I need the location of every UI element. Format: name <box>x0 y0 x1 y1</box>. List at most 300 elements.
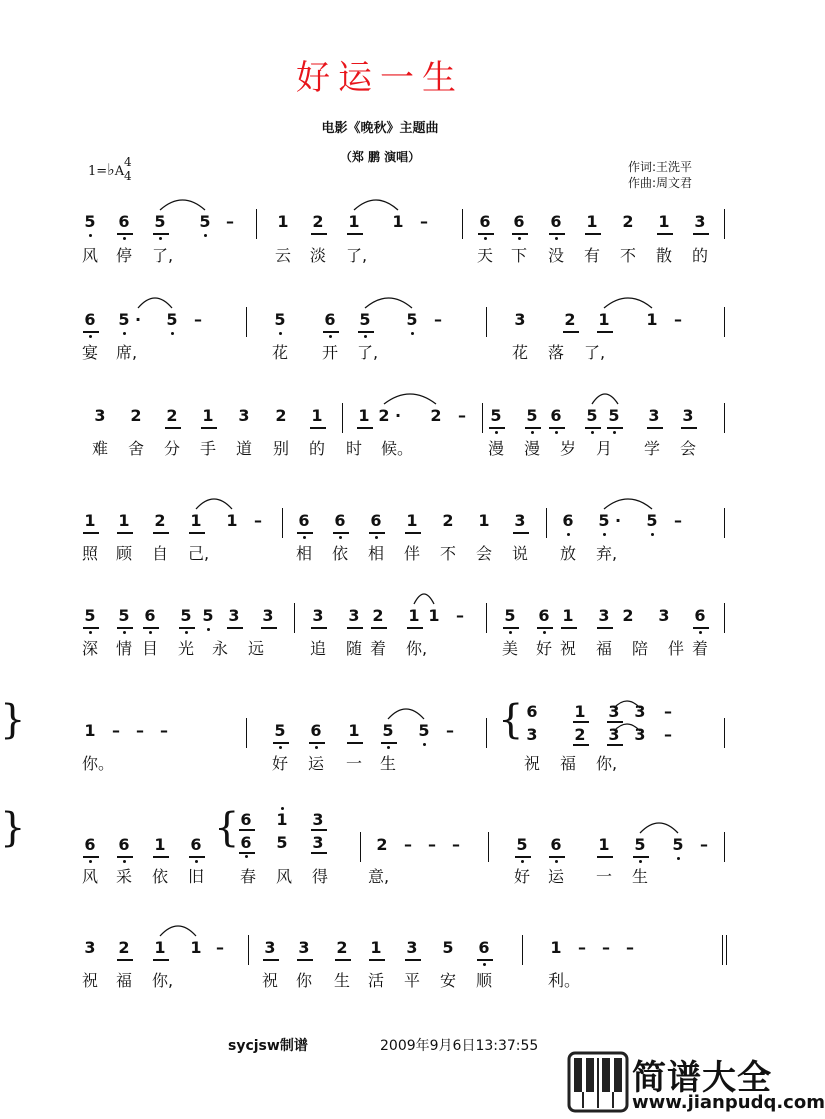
eighth-underline <box>143 627 159 629</box>
note: 6 <box>84 310 96 329</box>
lyric-syllable: 好 <box>272 754 289 773</box>
note: 6 <box>538 606 550 625</box>
eighth-underline <box>261 627 277 629</box>
lower-octave-dot <box>591 431 594 434</box>
lower-octave-dot <box>423 743 426 746</box>
note: 1 <box>370 938 382 957</box>
lyric-syllable: 福 <box>560 754 577 773</box>
lyric-syllable: 活 <box>368 971 385 990</box>
bar-line <box>486 718 487 748</box>
note: 1 <box>348 212 360 231</box>
chord-note-upper: 6 <box>240 810 252 829</box>
bar-line <box>256 209 257 239</box>
lower-octave-dot <box>123 332 126 335</box>
sustain-dash: – <box>226 212 234 231</box>
lyric-syllable: 祝 <box>524 754 541 773</box>
note: 5 <box>442 938 454 957</box>
bar-line <box>724 603 725 633</box>
eighth-underline <box>309 742 325 744</box>
lower-octave-dot <box>204 234 207 237</box>
lyric-syllable: 开 <box>322 343 339 362</box>
sustain-dash: – <box>136 721 144 740</box>
note: 1 <box>428 606 440 625</box>
eighth-underline <box>597 856 613 858</box>
chord-note-lower: 2 <box>574 725 586 744</box>
note: 5 <box>634 835 646 854</box>
lower-octave-dot <box>123 237 126 240</box>
note: 2 <box>376 835 388 854</box>
eighth-underline <box>153 532 169 534</box>
lyric-syllable: 席, <box>116 343 138 362</box>
note: 1 <box>226 511 238 530</box>
bar-line <box>486 603 487 633</box>
lyric-syllable: 风 <box>82 246 99 265</box>
lyric-syllable: 弃, <box>596 544 618 563</box>
note: 3 <box>238 406 250 425</box>
lyric-syllable: 漫 <box>488 439 505 458</box>
augmentation-dot: · <box>134 310 142 329</box>
eighth-underline <box>297 532 313 534</box>
eighth-underline <box>693 627 709 629</box>
note: 5 <box>418 721 430 740</box>
lower-octave-dot <box>207 628 210 631</box>
lower-octave-dot <box>89 234 92 237</box>
lower-octave-dot <box>315 746 318 749</box>
chord-brace-right: } <box>0 697 26 743</box>
lyric-syllable: 花 <box>512 343 529 362</box>
lyric-syllable: 生 <box>632 867 649 886</box>
lyric-syllable: 福 <box>116 971 133 990</box>
note: 3 <box>348 606 360 625</box>
lyric-syllable: 漫 <box>524 439 541 458</box>
lower-octave-dot <box>651 533 654 536</box>
footer-date: 2009年9月6日13:37:55 <box>380 1038 539 1054</box>
lyric-syllable: 风 <box>82 867 99 886</box>
time-signature-bottom: 4 <box>124 169 132 183</box>
eighth-underline <box>478 233 494 235</box>
lyric-syllable: 了, <box>584 343 606 362</box>
eighth-underline <box>83 532 99 534</box>
eighth-underline <box>357 427 373 429</box>
eighth-underline <box>165 427 181 429</box>
note: 2 <box>130 406 142 425</box>
note: 3 <box>658 606 670 625</box>
eighth-underline <box>597 627 613 629</box>
lyric-syllable: 好 <box>514 867 531 886</box>
eighth-underline <box>311 627 327 629</box>
lower-octave-dot <box>603 533 606 536</box>
lyric-syllable: 采 <box>116 867 133 886</box>
lyric-syllable: 着 <box>370 639 387 658</box>
note: 5 <box>84 212 96 231</box>
lyric-syllable: 岁 <box>560 439 577 458</box>
eighth-underline <box>239 852 255 854</box>
upper-octave-dot <box>281 807 284 810</box>
note: 5 <box>516 835 528 854</box>
chord-note-upper: – <box>664 702 672 721</box>
eighth-underline <box>201 427 217 429</box>
eighth-underline <box>347 742 363 744</box>
chord-note-lower: 3 <box>634 725 646 744</box>
eighth-underline <box>153 233 169 235</box>
lower-octave-dot <box>483 963 486 966</box>
note: 1 <box>190 511 202 530</box>
lyric-syllable: 别 <box>273 439 290 458</box>
tie-arc <box>592 394 618 404</box>
eighth-underline <box>561 627 577 629</box>
eighth-underline <box>153 959 169 961</box>
sustain-dash: – <box>626 938 634 957</box>
eighth-underline <box>405 532 421 534</box>
note: 3 <box>514 310 526 329</box>
note: 6 <box>550 212 562 231</box>
sustain-dash: – <box>602 938 610 957</box>
note: 3 <box>682 406 694 425</box>
lyric-syllable: 不 <box>620 246 637 265</box>
eighth-underline <box>489 427 505 429</box>
lyric-syllable: 难 <box>92 439 109 458</box>
sustain-dash: – <box>420 212 428 231</box>
note: 1 <box>550 938 562 957</box>
chord-note-upper: 3 <box>608 702 620 721</box>
note: 6 <box>144 606 156 625</box>
eighth-underline <box>407 627 423 629</box>
lyric-syllable: 安 <box>440 971 457 990</box>
eighth-underline <box>607 427 623 429</box>
sustain-dash: – <box>160 721 168 740</box>
eighth-underline <box>477 959 493 961</box>
eighth-underline <box>333 532 349 534</box>
note: 2 <box>564 310 576 329</box>
chord-note-lower: 6 <box>240 833 252 852</box>
note: 6 <box>370 511 382 530</box>
eighth-underline <box>323 331 339 333</box>
lyric-syllable: 一 <box>596 867 613 886</box>
note: 6 <box>550 406 562 425</box>
lyric-syllable: 没 <box>548 246 565 265</box>
lyric-syllable: 天 <box>477 246 494 265</box>
eighth-underline <box>347 627 363 629</box>
time-signature-top: 4 <box>124 155 132 169</box>
eighth-underline <box>549 427 565 429</box>
lyric-syllable: 云 <box>275 246 292 265</box>
lyric-syllable: 宴 <box>82 343 99 362</box>
eighth-underline <box>405 959 421 961</box>
bar-line <box>724 209 725 239</box>
note: 6 <box>334 511 346 530</box>
note: 6 <box>478 938 490 957</box>
note: 5 <box>274 310 286 329</box>
logo-url: www.jianpudq.com <box>632 1092 825 1113</box>
note: 5 <box>608 406 620 425</box>
eighth-underline <box>179 627 195 629</box>
note: 5 <box>180 606 192 625</box>
note: 6 <box>550 835 562 854</box>
sustain-dash: – <box>434 310 442 329</box>
eighth-underline <box>117 856 133 858</box>
eighth-underline <box>513 532 529 534</box>
eighth-underline <box>563 331 579 333</box>
lyric-syllable: 了, <box>357 343 379 362</box>
tie-arc <box>384 394 436 404</box>
bar-line <box>342 403 343 433</box>
composer: 作曲:周文君 <box>628 176 693 190</box>
note: 5 <box>118 606 130 625</box>
lyric-syllable: 生 <box>334 971 351 990</box>
lower-octave-dot <box>279 746 282 749</box>
lower-octave-dot <box>195 860 198 863</box>
bar-line <box>724 718 725 748</box>
eighth-underline <box>117 532 133 534</box>
lyric-syllable: 你, <box>596 754 618 773</box>
note: 1 <box>154 938 166 957</box>
lyric-syllable: 目 <box>142 639 159 658</box>
lyric-syllable: 远 <box>248 639 265 658</box>
note: 5 <box>202 606 214 625</box>
lyric-syllable: 放 <box>560 544 577 563</box>
eighth-underline <box>239 829 255 831</box>
lower-octave-dot <box>509 631 512 634</box>
lyric-syllable: 祝 <box>262 971 279 990</box>
singer-credit: （郑 鹏 演唱） <box>339 150 421 164</box>
chord-note-lower: 3 <box>312 833 324 852</box>
chord-note-lower: 5 <box>276 833 288 852</box>
lower-octave-dot <box>123 631 126 634</box>
eighth-underline <box>369 532 385 534</box>
lyric-syllable: 意, <box>368 867 390 886</box>
eighth-underline <box>573 744 589 746</box>
note: 5 <box>598 511 610 530</box>
note: 3 <box>694 212 706 231</box>
eighth-underline <box>335 959 351 961</box>
note: 3 <box>648 406 660 425</box>
eighth-underline <box>515 856 531 858</box>
eighth-underline <box>693 233 709 235</box>
bar-line <box>522 935 523 965</box>
lyric-syllable: 春 <box>240 867 257 886</box>
eighth-underline <box>117 627 133 629</box>
lower-octave-dot <box>677 857 680 860</box>
note: 1 <box>658 212 670 231</box>
song-subtitle: 电影《晚秋》主题曲 <box>321 121 439 136</box>
note: 6 <box>310 721 322 740</box>
lyric-syllable: 利。 <box>548 971 581 990</box>
note: 5 <box>154 212 166 231</box>
eighth-underline <box>512 233 528 235</box>
lyric-syllable: 道 <box>236 439 253 458</box>
tie-arc <box>604 298 652 308</box>
bar-line <box>546 508 547 538</box>
lyric-syllable: 祝 <box>560 639 577 658</box>
lower-octave-dot <box>639 860 642 863</box>
lyric-syllable: 己, <box>188 544 210 563</box>
lyric-syllable: 你。 <box>82 754 115 773</box>
note: 1 <box>84 511 96 530</box>
lower-octave-dot <box>279 332 282 335</box>
bar-line <box>246 307 247 337</box>
lower-octave-dot <box>329 335 332 338</box>
bar-line <box>724 508 725 538</box>
lower-octave-dot <box>387 746 390 749</box>
lower-octave-dot <box>484 237 487 240</box>
lyric-syllable: 陪 <box>632 639 649 658</box>
lyric-syllable: 光 <box>178 639 195 658</box>
note: 3 <box>228 606 240 625</box>
lower-octave-dot <box>495 431 498 434</box>
lyric-syllable: 会 <box>680 439 697 458</box>
note: 3 <box>598 606 610 625</box>
sustain-dash: – <box>112 721 120 740</box>
eighth-underline <box>633 856 649 858</box>
lyric-syllable: 着 <box>692 639 709 658</box>
note: 1 <box>118 511 130 530</box>
note: 5 <box>359 310 371 329</box>
note: 5 <box>382 721 394 740</box>
eighth-underline <box>503 627 519 629</box>
note: 5 <box>586 406 598 425</box>
eighth-underline <box>189 856 205 858</box>
note: 3 <box>298 938 310 957</box>
note: 5 <box>526 406 538 425</box>
lyric-syllable: 下 <box>511 246 528 265</box>
note: 3 <box>262 606 274 625</box>
piano-logo-icon <box>568 1052 628 1112</box>
eighth-underline <box>549 233 565 235</box>
note: 2 <box>275 406 287 425</box>
tie-arc <box>414 594 434 604</box>
note: 1 <box>84 721 96 740</box>
chord-note-upper: 1 <box>574 702 586 721</box>
sustain-dash: – <box>404 835 412 854</box>
note: 1 <box>392 212 404 231</box>
lyric-syllable: 好 <box>536 639 553 658</box>
tie-arc <box>160 926 196 936</box>
song-title: 好运一生 <box>296 58 464 98</box>
eighth-underline <box>647 427 663 429</box>
lyric-syllable: 花 <box>272 343 289 362</box>
chord-brace-right: } <box>0 805 26 851</box>
note: 3 <box>406 938 418 957</box>
lyric-syllable: 了, <box>346 246 368 265</box>
lower-octave-dot <box>555 431 558 434</box>
lyric-syllable: 停 <box>116 246 133 265</box>
note: 2 <box>378 406 390 425</box>
lyric-syllable: 随 <box>346 639 363 658</box>
note: 5 <box>274 721 286 740</box>
bar-line <box>482 403 483 433</box>
eighth-underline <box>311 829 327 831</box>
eighth-underline <box>585 427 601 429</box>
chord-note-upper: 6 <box>526 702 538 721</box>
eighth-underline <box>681 427 697 429</box>
note: 6 <box>118 835 130 854</box>
lower-octave-dot <box>555 860 558 863</box>
eighth-underline <box>83 627 99 629</box>
bar-line <box>360 832 361 862</box>
note: 5 <box>166 310 178 329</box>
lyric-syllable: 会 <box>476 544 493 563</box>
note: 2 <box>118 938 130 957</box>
sustain-dash: – <box>452 835 460 854</box>
note: 1 <box>586 212 598 231</box>
augmentation-dot: · <box>394 406 402 425</box>
note: 6 <box>694 606 706 625</box>
lower-octave-dot <box>521 860 524 863</box>
lower-octave-dot <box>171 332 174 335</box>
sustain-dash: – <box>446 721 454 740</box>
lyric-syllable: 旧 <box>188 867 205 886</box>
note: 1 <box>598 835 610 854</box>
sustain-dash: – <box>674 310 682 329</box>
eighth-underline <box>153 856 169 858</box>
lyric-syllable: 生 <box>380 754 397 773</box>
note: 6 <box>298 511 310 530</box>
lyric-syllable: 祝 <box>82 971 99 990</box>
chord-brace-left: { <box>214 805 240 851</box>
note: 6 <box>513 212 525 231</box>
eighth-underline <box>189 532 205 534</box>
lyric-syllable: 月 <box>596 439 613 458</box>
note: 5 <box>406 310 418 329</box>
sustain-dash: – <box>428 835 436 854</box>
note: 5 <box>490 406 502 425</box>
eighth-underline <box>311 233 327 235</box>
lyricist: 作词:王洗平 <box>628 160 693 174</box>
lyric-syllable: 舍 <box>128 439 145 458</box>
eighth-underline <box>525 427 541 429</box>
note: 6 <box>479 212 491 231</box>
note: 1 <box>202 406 214 425</box>
note: 1 <box>646 310 658 329</box>
eighth-underline <box>607 721 623 723</box>
lower-octave-dot <box>567 533 570 536</box>
note: 1 <box>348 721 360 740</box>
bar-line <box>486 307 487 337</box>
bar-line <box>724 307 725 337</box>
lower-octave-dot <box>375 536 378 539</box>
eighth-underline <box>607 744 623 746</box>
lyric-syllable: 情 <box>116 639 133 658</box>
note: 2 <box>312 212 324 231</box>
note: 2 <box>622 606 634 625</box>
lyric-syllable: 不 <box>440 544 457 563</box>
eighth-underline <box>358 331 374 333</box>
lower-octave-dot <box>699 631 702 634</box>
tie-arc <box>160 200 205 210</box>
lower-octave-dot <box>339 536 342 539</box>
lower-octave-dot <box>159 237 162 240</box>
chord-note-lower: – <box>664 725 672 744</box>
lyric-syllable: 伴 <box>668 639 685 658</box>
lower-octave-dot <box>123 860 126 863</box>
lower-octave-dot <box>555 237 558 240</box>
eighth-underline <box>117 233 133 235</box>
eighth-underline <box>347 233 363 235</box>
eighth-underline <box>537 627 553 629</box>
key-tonic: A <box>114 164 125 179</box>
eighth-underline <box>371 627 387 629</box>
lyric-syllable: 你, <box>406 639 428 658</box>
lower-octave-dot <box>303 536 306 539</box>
lower-octave-dot <box>89 631 92 634</box>
lyric-syllable: 顾 <box>116 544 133 563</box>
bar-line <box>724 832 725 862</box>
sustain-dash: – <box>458 406 466 425</box>
note: 1 <box>190 938 202 957</box>
lyric-syllable: 学 <box>644 439 661 458</box>
lyric-syllable: 追 <box>310 639 327 658</box>
lower-octave-dot <box>364 335 367 338</box>
